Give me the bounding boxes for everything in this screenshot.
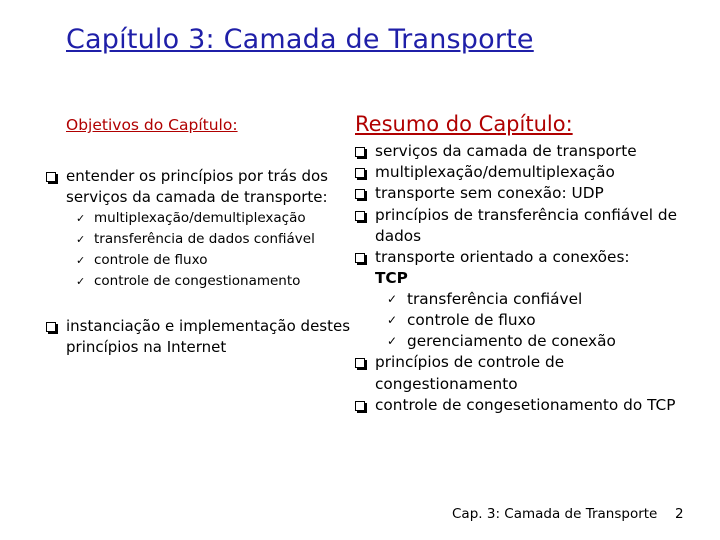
checkmark-icon: ✓ — [76, 275, 86, 288]
checkmark-icon: ✓ — [387, 313, 398, 328]
list-item — [46, 166, 356, 292]
summary-list — [355, 141, 685, 416]
summary-text: multiplexação/demultiplexação — [375, 163, 615, 182]
subitem-text: gerenciamento de conexão — [407, 332, 616, 351]
tcp-label: TCP — [375, 269, 408, 288]
subitem-text: controle de fluxo — [407, 311, 536, 330]
box-bullet-icon — [355, 211, 365, 221]
box-bullet-icon — [355, 253, 365, 263]
list-item — [355, 205, 685, 247]
box-bullet-icon — [355, 147, 365, 157]
list-item — [375, 289, 685, 310]
subitem-text: controle de fluxo — [94, 252, 208, 268]
summary-text: transporte orientado a conexões: — [375, 248, 630, 267]
list-item — [355, 247, 685, 352]
checkmark-icon: ✓ — [387, 292, 398, 307]
footer-text: Cap. 3: Camada de Transporte — [452, 506, 658, 522]
box-bullet-icon — [355, 168, 365, 178]
tcp-sublist — [375, 289, 685, 352]
list-item — [355, 141, 685, 162]
box-bullet-icon — [46, 172, 56, 182]
objective-sublist — [66, 208, 356, 292]
objectives-heading: Objetivos do Capítulo: — [66, 116, 238, 134]
summary-text: serviços da camada de transporte — [375, 142, 637, 160]
checkmark-icon: ✓ — [387, 334, 398, 349]
list-item — [66, 271, 356, 292]
list-item — [355, 352, 685, 394]
summary-text: controle de congesetionamento do TCP — [375, 395, 676, 414]
page-number: 2 — [675, 506, 684, 522]
summary-text: princípios de controle de congestionamento — [375, 353, 565, 393]
list-item — [355, 162, 685, 183]
list-item — [355, 183, 685, 204]
list-item — [46, 316, 356, 358]
slide-title: Capítulo 3: Camada de Transporte — [66, 24, 534, 55]
box-bullet-icon — [355, 401, 365, 411]
summary-text: princípios de transferência confiável de dados — [375, 205, 677, 245]
objective-text: instanciação e implementação destes princípios na Internet — [66, 317, 351, 356]
summary-text: transporte sem conexão: UDP — [375, 184, 604, 203]
checkmark-icon: ✓ — [76, 212, 86, 225]
list-item — [355, 395, 685, 416]
list-item — [375, 331, 685, 352]
checkmark-icon: ✓ — [76, 254, 86, 267]
list-item — [66, 208, 356, 229]
box-bullet-icon — [355, 358, 365, 368]
subitem-text: transferência confiável — [407, 290, 583, 309]
box-bullet-icon — [46, 322, 56, 332]
summary-heading: Resumo do Capítulo: — [355, 112, 573, 136]
list-item — [66, 250, 356, 271]
subitem-text: controle de congestionamento — [94, 273, 301, 289]
checkmark-icon: ✓ — [76, 233, 86, 246]
box-bullet-icon — [355, 189, 365, 199]
objective-text: entender os princípios por trás dos serviços da camada de transporte: — [66, 167, 328, 206]
list-item — [66, 229, 356, 250]
list-item — [375, 310, 685, 331]
objectives-list — [46, 166, 356, 358]
subitem-text: multiplexação/demultiplexação — [94, 210, 306, 226]
subitem-text: transferência de dados confiável — [94, 231, 315, 247]
